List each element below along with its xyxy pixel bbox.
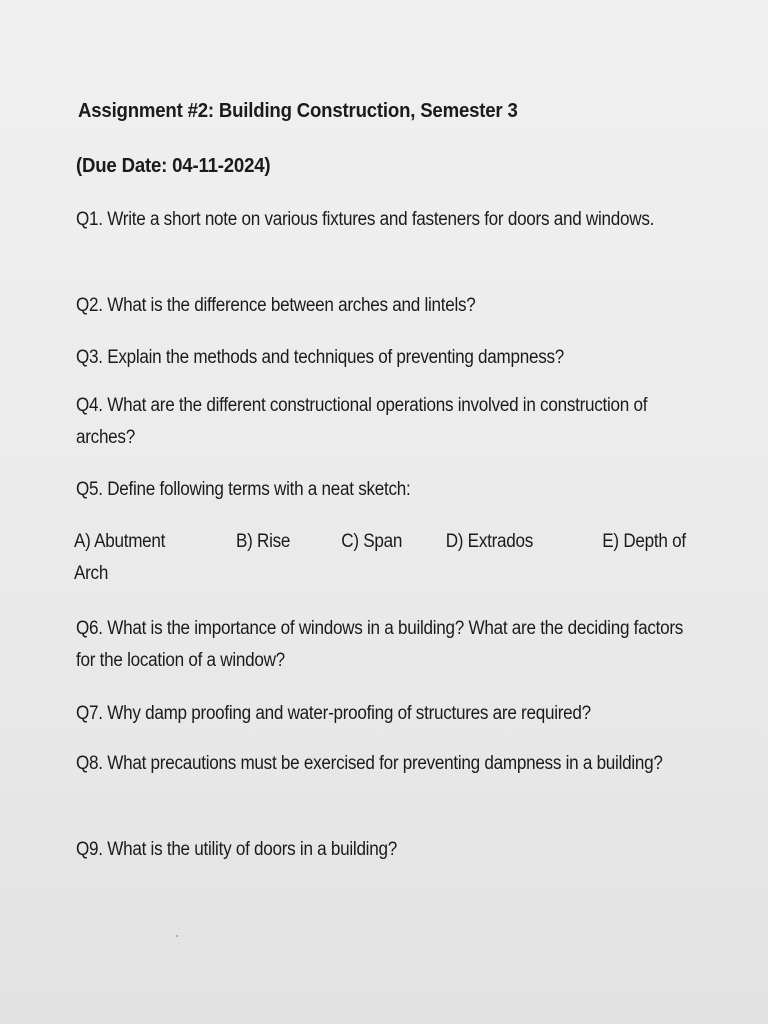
- assignment-title: Assignment #2: Building Construction, Semester 3: [78, 100, 518, 122]
- question-4: Q4. What are the different constructional operations involved in construction of arches?: [76, 395, 648, 448]
- term-rise: B) Rise: [236, 531, 291, 552]
- term-abutment: A) Abutment: [74, 531, 166, 552]
- term-depth-of: E) Depth of: [602, 531, 686, 552]
- question-1: Q1. Write a short note on various fixtures and fasteners for doors and windows.: [76, 209, 655, 230]
- term-span: C) Span: [341, 531, 403, 552]
- question-3: Q3. Explain the methods and techniques of preventing dampness?: [76, 347, 565, 368]
- due-date: (Due Date: 04-11-2024): [76, 155, 271, 177]
- question-6: Q6. What is the importance of windows in a building? What are the deciding factors for the location of a window?: [76, 618, 684, 671]
- term-extrados: D) Extrados: [445, 531, 534, 552]
- question-5: Q5. Define following terms with a neat sketch:: [76, 479, 411, 500]
- paper-speck: [176, 935, 178, 937]
- question-7: Q7. Why damp proofing and water-proofing of structures are required?: [76, 703, 591, 724]
- question-8: Q8. What precautions must be exercised for preventing dampness in a building?: [76, 753, 663, 774]
- question-2: Q2. What is the difference between arches and lintels?: [76, 295, 476, 316]
- question-9: Q9. What is the utility of doors in a building?: [76, 839, 397, 860]
- term-arch: Arch: [74, 563, 109, 584]
